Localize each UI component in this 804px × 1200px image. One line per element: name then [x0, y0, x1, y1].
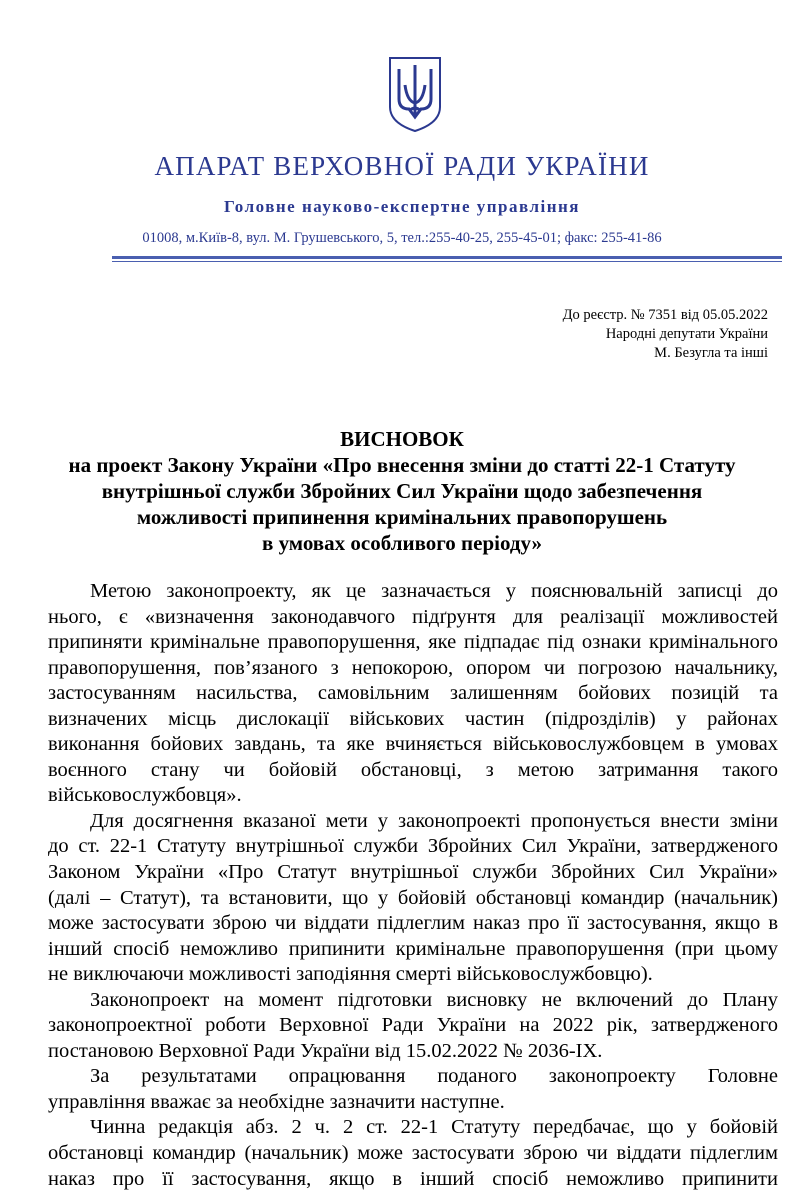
department-name: Головне науково-експертне управління — [223, 197, 580, 216]
paragraph-line: воєнного стану чи бойовій обстановці, з метою затримання такого — [48, 758, 778, 781]
contact-address: 01008, м.Київ-8, вул. М. Грушевського, 5, тел.:255-40-25, 255-45-01; факс: 255-41-86 — [142, 230, 662, 246]
paragraph-line: Законопроект на момент підготовки висновку не включений до Плану — [90, 988, 778, 1011]
coat-of-arms-icon — [387, 55, 443, 133]
title-heading: ВИСНОВОК — [340, 427, 464, 451]
body-paragraph — [48, 1064, 778, 1115]
paragraph-line: застосуванням насильства, самовільним залишенням бойових позицій та — [48, 682, 778, 705]
paragraph-line: законопроектної роботи Верховної Ради України на 2022 рік, затвердженого — [48, 1014, 778, 1037]
header-divider-thin — [112, 261, 782, 262]
paragraph-line: Чинна редакція абз. 2 ч. 2 ст. 22-1 Статуту передбачає, що у бойовій — [90, 1116, 778, 1139]
body-paragraph — [48, 579, 778, 809]
paragraph-line: інший спосіб неможливо припинити кримінальне правопорушення (при цьому — [48, 937, 778, 960]
organization-name: АПАРАТ ВЕРХОВНОЇ РАДИ УКРАЇНИ — [154, 151, 650, 181]
paragraph-line: Метою законопроекту, як це зазначається у пояснювальній записці до — [90, 580, 778, 602]
paragraph-line: припиняти кримінальне правопорушення, яке підпадає під ознаки кримінального — [48, 631, 778, 654]
paragraph-line: обстановці командир (начальник) може застосувати зброю чи віддати підлеглим — [48, 1142, 778, 1165]
paragraph-line: правопорушення, пов’язаного з непокорою, опором чи погрозою начальнику, — [48, 656, 778, 679]
paragraph-line: постановою Верховної Ради України від 15.02.2022 № 2036-IX. — [48, 1039, 603, 1062]
title-subject-line: можливості припинення кримінальних правопорушень — [136, 505, 668, 529]
document-title — [0, 426, 804, 556]
submitter-names: М. Безугла та інші — [654, 345, 768, 361]
paragraph-line: Для досягнення вказаної мети у законопроекті пропонується внести зміни — [90, 809, 778, 832]
body-paragraph — [48, 988, 778, 1065]
paragraph-line: визначених місць дислокації військових частин (підрозділів) у районах — [48, 707, 778, 730]
paragraph-line: (далі – Статут), та встановити, що у бойовій обстановці командир (начальник) — [48, 886, 778, 909]
submitter: Народні депутати України — [605, 326, 768, 342]
paragraph-line: до ст. 22-1 Статуту внутрішньої служби Збройних Сил України, затвердженого — [48, 835, 778, 858]
body-paragraph — [48, 1115, 778, 1192]
registration-reference — [563, 306, 768, 363]
paragraph-line: не виключаючи можливості заподіяння смерті військовослужбовцю). — [48, 963, 653, 986]
body-paragraph — [48, 809, 778, 988]
paragraph-line: Законом України «Про Статут внутрішньої служби Збройних Сил України» — [48, 861, 778, 884]
registration-number: До реєстр. № 7351 від 05.05.2022 — [562, 307, 768, 323]
paragraph-line: військовослужбовця». — [48, 784, 242, 807]
paragraph-line: За результатами опрацювання поданого законопроекту Головне — [90, 1065, 778, 1088]
title-subject-line: на проект Закону України «Про внесення зміни до статті 22-1 Статуту — [68, 453, 736, 477]
paragraph-line: нього, є «визначення законодавчого підґрунтя для реалізації можливостей — [48, 605, 778, 628]
paragraph-line: наказ про її застосування, якщо в інший спосіб неможливо припинити — [48, 1167, 778, 1190]
paragraph-line: може застосувати зброю чи віддати підлеглим наказ про її застосування, якщо в — [48, 912, 778, 935]
document-body — [48, 579, 778, 1192]
title-subject-line: в умовах особливого періоду» — [261, 531, 543, 555]
title-subject-line: внутрішньої служби Збройних Сил України щодо забезпечення — [101, 479, 703, 503]
paragraph-line: управління вважає за необхідне зазначити наступне. — [48, 1090, 505, 1113]
paragraph-line: виконання бойових завдань, та яке вчиняється військовослужбовцем в умовах — [48, 733, 778, 756]
header-divider — [112, 256, 782, 259]
